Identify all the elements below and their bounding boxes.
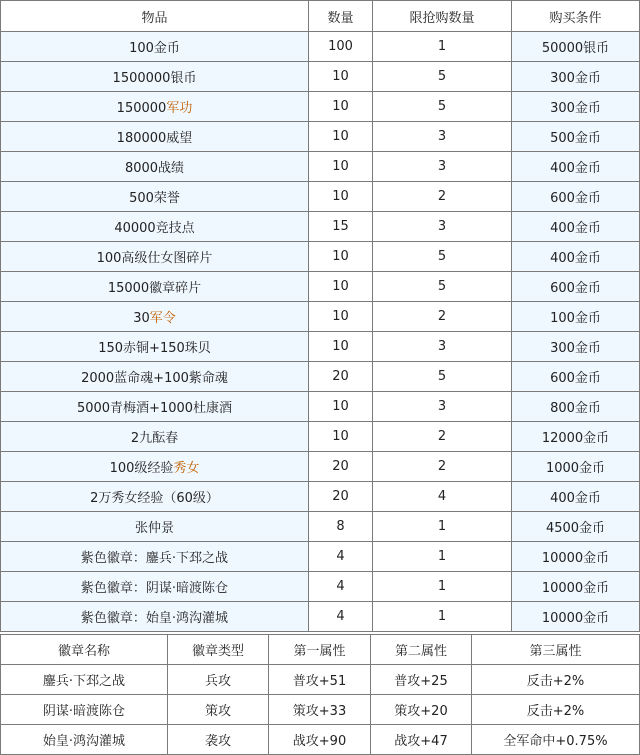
item-cell	[1, 62, 309, 92]
item-text: 2000蓝命魂+100紫命魂	[81, 371, 228, 386]
condition-cell: 400金币	[512, 482, 640, 512]
item-text: 8000战绩	[124, 161, 185, 176]
item-cell	[1, 602, 309, 632]
table-row	[1, 542, 640, 572]
quantity-cell: 10	[309, 272, 373, 302]
table-row	[1, 302, 640, 332]
limit-cell: 1	[373, 512, 512, 542]
quantity-cell: 10	[309, 332, 373, 362]
header-attr-3: 第三属性	[472, 635, 640, 665]
condition-cell: 12000金币	[512, 422, 640, 452]
item-text: 100金币	[129, 41, 180, 56]
header-quantity: 数量	[309, 1, 373, 32]
limit-cell: 2	[373, 182, 512, 212]
quantity-cell: 4	[309, 542, 373, 572]
item-text: 15000徽章碎片	[107, 281, 202, 296]
item-cell	[1, 332, 309, 362]
item-highlight-text: 军功	[166, 101, 193, 116]
table-row	[1, 272, 640, 302]
header-item: 物品	[1, 1, 309, 32]
item-text: 紫色徽章：鏖兵·下邳之战	[80, 551, 229, 566]
table-row	[1, 62, 640, 92]
attr-3-cell: 反击+2%	[472, 665, 640, 695]
limit-cell: 5	[373, 92, 512, 122]
item-text: 紫色徽章：始皇·鸿沟灌城	[80, 611, 229, 626]
item-cell	[1, 392, 309, 422]
item-cell	[1, 302, 309, 332]
limit-cell: 1	[373, 602, 512, 632]
limit-cell: 3	[373, 392, 512, 422]
item-cell	[1, 422, 309, 452]
quantity-cell: 10	[309, 62, 373, 92]
item-cell	[1, 122, 309, 152]
table-row	[1, 152, 640, 182]
condition-cell: 600金币	[512, 272, 640, 302]
item-cell	[1, 32, 309, 62]
condition-cell: 600金币	[512, 182, 640, 212]
limit-cell: 2	[373, 302, 512, 332]
shop-table-header	[1, 1, 640, 32]
attr-3-cell: 全军命中+0.75%	[472, 725, 640, 755]
item-cell	[1, 272, 309, 302]
attr-1-cell: 战攻+90	[269, 725, 371, 755]
item-text: 100高级仕女图碎片	[96, 251, 213, 266]
condition-cell: 4500金币	[512, 512, 640, 542]
item-cell	[1, 242, 309, 272]
condition-cell: 10000金币	[512, 602, 640, 632]
condition-cell: 300金币	[512, 332, 640, 362]
quantity-cell: 20	[309, 482, 373, 512]
limit-cell: 5	[373, 62, 512, 92]
table-row	[1, 422, 640, 452]
table-row	[1, 572, 640, 602]
table-row	[1, 512, 640, 542]
badge-table-body	[1, 665, 640, 755]
badge-type-cell: 策攻	[168, 695, 269, 725]
badge-name-cell: 阴谋·暗渡陈仓	[1, 695, 168, 725]
condition-cell: 1000金币	[512, 452, 640, 482]
limit-cell: 5	[373, 242, 512, 272]
attr-2-cell: 战攻+47	[371, 725, 472, 755]
limit-cell: 4	[373, 482, 512, 512]
item-highlight-text: 军令	[149, 311, 176, 326]
badge-name-cell: 始皇·鸿沟灌城	[1, 725, 168, 755]
item-text: 180000威望	[116, 131, 193, 146]
quantity-cell: 20	[309, 452, 373, 482]
condition-cell: 300金币	[512, 62, 640, 92]
condition-cell: 800金币	[512, 392, 640, 422]
header-limit: 限抢购数量	[373, 1, 512, 32]
limit-cell: 3	[373, 122, 512, 152]
badge-type-cell: 袭攻	[168, 725, 269, 755]
table-row	[1, 92, 640, 122]
condition-cell: 500金币	[512, 122, 640, 152]
table-row	[1, 482, 640, 512]
shop-table-body	[1, 32, 640, 632]
condition-cell: 100金币	[512, 302, 640, 332]
item-text: 2九酝春	[130, 431, 179, 446]
item-cell	[1, 542, 309, 572]
item-cell	[1, 362, 309, 392]
item-text: 40000竞技点	[114, 221, 195, 236]
quantity-cell: 10	[309, 182, 373, 212]
header-attr-1: 第一属性	[269, 635, 371, 665]
condition-cell: 50000银币	[512, 32, 640, 62]
item-text: 张仲景	[134, 521, 174, 536]
item-cell	[1, 572, 309, 602]
table-row	[1, 212, 640, 242]
table-row	[1, 122, 640, 152]
condition-cell: 400金币	[512, 152, 640, 182]
table-row	[1, 695, 640, 725]
header-badge-name: 徽章名称	[1, 635, 168, 665]
attr-1-cell: 策攻+33	[269, 695, 371, 725]
limit-cell: 1	[373, 542, 512, 572]
condition-cell: 600金币	[512, 362, 640, 392]
limit-cell: 1	[373, 32, 512, 62]
item-text: 100级经验	[109, 461, 174, 476]
badge-name-cell: 鏖兵·下邳之战	[1, 665, 168, 695]
badge-table	[0, 634, 640, 755]
quantity-cell: 4	[309, 572, 373, 602]
condition-cell: 10000金币	[512, 572, 640, 602]
quantity-cell: 10	[309, 392, 373, 422]
limit-cell: 2	[373, 422, 512, 452]
table-row	[1, 602, 640, 632]
quantity-cell: 10	[309, 122, 373, 152]
quantity-cell: 10	[309, 92, 373, 122]
item-cell	[1, 152, 309, 182]
item-text: 5000青梅酒+1000杜康酒	[76, 401, 233, 416]
condition-cell: 400金币	[512, 212, 640, 242]
quantity-cell: 10	[309, 242, 373, 272]
badge-table-header	[1, 635, 640, 665]
quantity-cell: 10	[309, 152, 373, 182]
item-text: 2万秀女经验（60级）	[90, 491, 219, 506]
limit-cell: 2	[373, 452, 512, 482]
header-badge-type: 徽章类型	[168, 635, 269, 665]
table-row	[1, 32, 640, 62]
header-condition: 购买条件	[512, 1, 640, 32]
condition-cell: 10000金币	[512, 542, 640, 572]
limit-cell: 1	[373, 572, 512, 602]
quantity-cell: 4	[309, 602, 373, 632]
limit-cell: 3	[373, 152, 512, 182]
badge-type-cell: 兵攻	[168, 665, 269, 695]
quantity-cell: 10	[309, 422, 373, 452]
item-cell	[1, 212, 309, 242]
attr-3-cell: 反击+2%	[472, 695, 640, 725]
item-text: 150000	[116, 101, 167, 116]
item-text: 500荣誉	[129, 191, 180, 206]
table-row	[1, 392, 640, 422]
table-row	[1, 725, 640, 755]
condition-cell: 300金币	[512, 92, 640, 122]
item-cell	[1, 452, 309, 482]
table-row	[1, 332, 640, 362]
item-text: 150赤铜+150珠贝	[98, 341, 211, 356]
quantity-cell: 8	[309, 512, 373, 542]
item-cell	[1, 182, 309, 212]
limit-cell: 3	[373, 212, 512, 242]
item-cell	[1, 482, 309, 512]
item-text: 紫色徽章：阴谋·暗渡陈仓	[80, 581, 229, 596]
table-row	[1, 242, 640, 272]
table-row	[1, 665, 640, 695]
limit-cell: 5	[373, 362, 512, 392]
table-row	[1, 182, 640, 212]
header-attr-2: 第二属性	[371, 635, 472, 665]
item-cell	[1, 512, 309, 542]
quantity-cell: 10	[309, 302, 373, 332]
item-highlight-text: 秀女	[173, 461, 200, 476]
table-row	[1, 362, 640, 392]
quantity-cell: 20	[309, 362, 373, 392]
item-text: 30	[133, 311, 150, 326]
quantity-cell: 15	[309, 212, 373, 242]
item-cell	[1, 92, 309, 122]
attr-2-cell: 普攻+25	[371, 665, 472, 695]
limit-cell: 5	[373, 272, 512, 302]
attr-1-cell: 普攻+51	[269, 665, 371, 695]
item-text: 1500000银币	[112, 71, 197, 86]
table-row	[1, 452, 640, 482]
limit-cell: 3	[373, 332, 512, 362]
condition-cell: 400金币	[512, 242, 640, 272]
attr-2-cell: 策攻+20	[371, 695, 472, 725]
quantity-cell: 100	[309, 32, 373, 62]
